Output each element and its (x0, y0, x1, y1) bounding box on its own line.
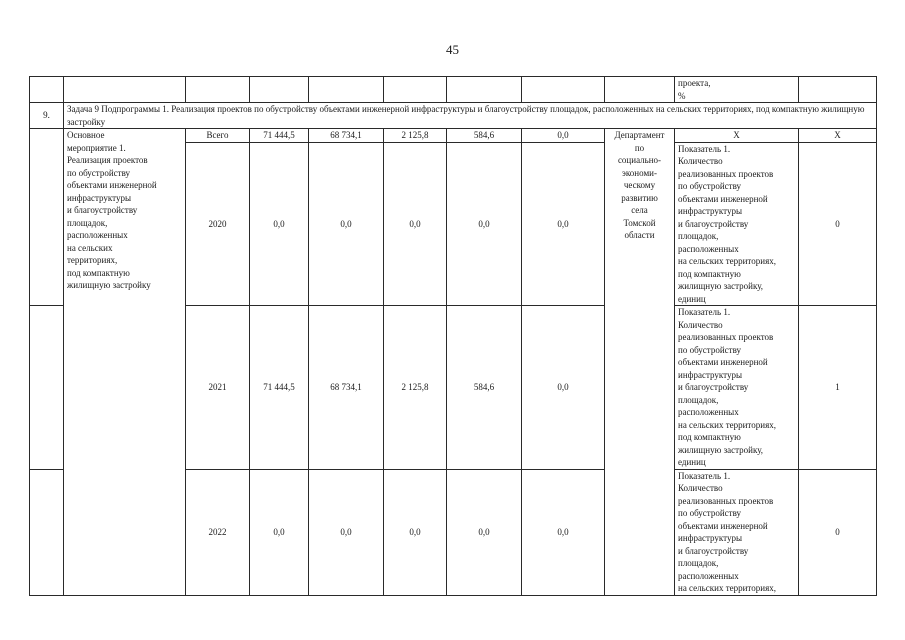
regional-cell: 2 125,8 (384, 129, 447, 143)
indicator-cell: Показатель 1. Количество реализованных проектов по обустройству объектами инженерной инфраструктуры и благоустройству площадок, расположенных на сельских территориях, под компактную жилищную застройку, единиц (675, 306, 799, 470)
indicator-cell: проекта, % (675, 77, 799, 103)
table-cell (605, 77, 675, 103)
regional-cell: 2 125,8 (384, 306, 447, 470)
table-cell (186, 77, 250, 103)
number-cell (30, 469, 64, 595)
other-cell: 0,0 (522, 129, 605, 143)
number-cell (30, 306, 64, 470)
table-cell (522, 77, 605, 103)
local-cell: 584,6 (447, 306, 522, 470)
other-cell: 0,0 (522, 469, 605, 595)
regional-cell: 0,0 (384, 142, 447, 306)
table-cell (64, 77, 186, 103)
measure-name: Основное мероприятие 1. Реализация проектов по обустройству объектами инженерной инфраструктуры и благоустройству площадок, расположенных на сельских территориях, под компактную жилищную застройку (64, 129, 186, 596)
period-cell: 2021 (186, 306, 250, 470)
period-cell: Всего (186, 129, 250, 143)
local-cell: 584,6 (447, 129, 522, 143)
regional-cell: 0,0 (384, 469, 447, 595)
local-cell: 0,0 (447, 142, 522, 306)
period-cell: 2022 (186, 469, 250, 595)
federal-cell: 0,0 (309, 142, 384, 306)
other-cell: 0,0 (522, 142, 605, 306)
value-cell: Х (799, 129, 877, 143)
page-number: 45 (446, 42, 459, 57)
table-cell (30, 77, 64, 103)
table-row-total (30, 129, 877, 143)
number-cell (30, 129, 64, 306)
indicator-cell: Показатель 1. Количество реализованных проектов по обустройству объектами инженерной инфраструктуры и благоустройству площадок, расположенных на сельских территориях, под компактную жилищную застройку, единиц (675, 142, 799, 306)
task-row (30, 103, 877, 129)
total-cell: 0,0 (250, 469, 309, 595)
table-row-top (30, 77, 877, 103)
total-cell: 71 444,5 (250, 129, 309, 143)
value-cell: 1 (799, 306, 877, 470)
program-table (29, 76, 877, 596)
local-cell: 0,0 (447, 469, 522, 595)
table-cell (384, 77, 447, 103)
task-number: 9. (30, 103, 64, 129)
executor-cell: Департамент по социально- экономи- ческому развитию села Томской области (605, 129, 675, 596)
total-cell: 0,0 (250, 142, 309, 306)
period-cell: 2020 (186, 142, 250, 306)
table-cell (799, 77, 877, 103)
indicator-cell: Показатель 1. Количество реализованных проектов по обустройству объектами инженерной инфраструктуры и благоустройству площадок, расположенных на сельских территориях, (675, 469, 799, 595)
federal-cell: 0,0 (309, 469, 384, 595)
value-cell: 0 (799, 469, 877, 595)
table-cell (309, 77, 384, 103)
federal-cell: 68 734,1 (309, 129, 384, 143)
federal-cell: 68 734,1 (309, 306, 384, 470)
task-description: Задача 9 Подпрограммы 1. Реализация проектов по обустройству объектами инженерной инфраструктуры и благоустройству площадок, расположенных на сельских территориях, под компактную жилищную застройку (64, 103, 877, 129)
table-cell (250, 77, 309, 103)
indicator-cell: Х (675, 129, 799, 143)
other-cell: 0,0 (522, 306, 605, 470)
value-cell: 0 (799, 142, 877, 306)
total-cell: 71 444,5 (250, 306, 309, 470)
table-cell (447, 77, 522, 103)
